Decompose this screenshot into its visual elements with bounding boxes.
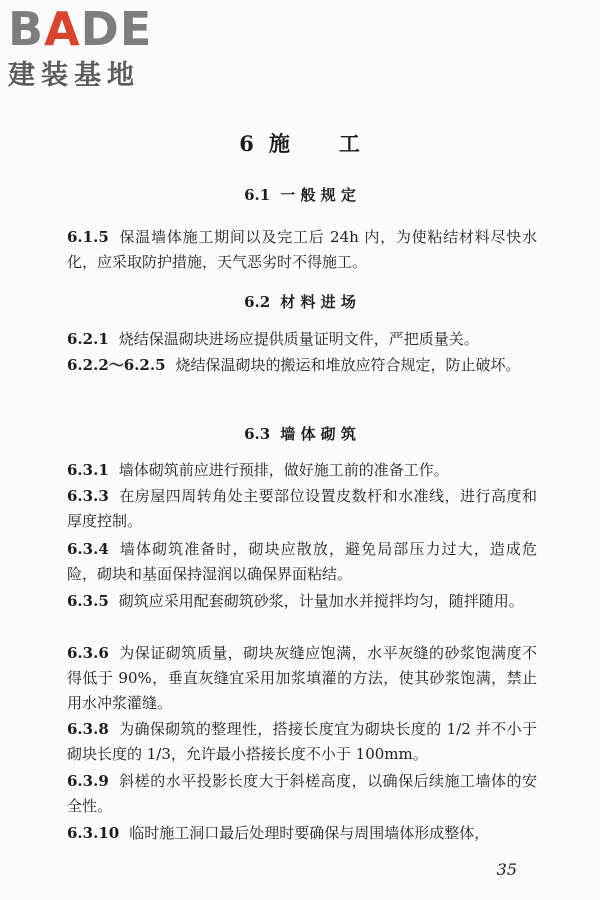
clause-number: 6.3.1 [67, 461, 109, 479]
clause [67, 353, 537, 378]
clause [67, 717, 537, 767]
section-heading: 6.2 材 料 进 场 [244, 293, 356, 311]
clause [67, 589, 537, 614]
section-heading: 6.3 墙 体 砌 筑 [244, 425, 356, 443]
clause [67, 225, 537, 275]
clause-text: 斜槎的水平投影长度大于斜槎高度，以确保后续施工墙体的安全性。 [67, 772, 537, 815]
clause-text: 砌筑应采用配套砌筑砂浆，计量加水并搅拌均匀，随拌随用。 [118, 592, 524, 610]
clause-number: 6.3.3 [67, 487, 109, 505]
clause-text: 墙体砌筑前应进行预排，做好施工前的准备工作。 [118, 461, 449, 479]
chapter-title-part1: 施 [268, 131, 291, 156]
clause-text: 在房屋四周转角处主要部位设置皮数杆和水准线，进行高度和厚度控制。 [67, 487, 537, 530]
clause [67, 769, 537, 819]
clause-number: 6.1.5 [67, 228, 109, 246]
clause [67, 641, 537, 716]
clause [67, 537, 537, 587]
clause-number: 6.3.8 [67, 720, 109, 738]
clause [67, 327, 537, 352]
clause-number: 6.3.9 [67, 772, 109, 790]
clause-text: 为保证砌筑质量，砌块灰缝应饱满，水平灰缝的砂浆饱满度不得低于 90%，垂直灰缝宜采用加浆填灌的方法，使其砂浆饱满，禁止用水冲浆灌缝。 [67, 644, 537, 712]
clause-number: 6.3.5 [67, 592, 109, 610]
clause-text: 烧结保温砌块的搬运和堆放应符合规定，防止破坏。 [175, 356, 521, 374]
chapter-title-part2: 工 [338, 131, 361, 156]
section-heading: 6.1 一 般 规 定 [244, 186, 356, 204]
clause-text: 临时施工洞口最后处理时要确保与周围墙体形成整体， [129, 824, 490, 842]
clause-number: 6.3.6 [67, 644, 109, 662]
clause-text: 烧结保温砌块进场应提供质量证明文件，严把质量关。 [118, 330, 479, 348]
clause-text: 为确保砌筑的整理性，搭接长度宜为砌块长度的 1/2 并不小于砌块长度的 1/3，允许最小搭接长度不小于 100mm。 [67, 720, 537, 763]
clause-text: 保温墙体施工期间以及完工后 24h 内，为使粘结材料尽快水化，应采取防护措施，天气恶劣时不得施工。 [67, 228, 537, 271]
clause-number: 6.2.1 [67, 330, 109, 348]
clause-number: 6.2.2～6.2.5 [67, 356, 166, 374]
chapter-number: 6 [239, 131, 255, 156]
clause-text: 墙体砌筑准备时，砌块应散放，避免局部压力过大，造成危险，砌块和基面保持湿润以确保界面粘结。 [67, 540, 537, 583]
clause-number: 6.3.10 [67, 824, 120, 842]
logo [8, 4, 178, 92]
clause-number: 6.3.4 [67, 540, 109, 558]
clause [67, 458, 537, 483]
clause [67, 484, 537, 534]
clause [67, 821, 537, 846]
logo-wordmark: BADE [8, 2, 153, 56]
page-number: 35 [496, 860, 517, 879]
logo-subtitle: 建装基地 [8, 60, 140, 91]
chapter-title [0, 128, 600, 158]
